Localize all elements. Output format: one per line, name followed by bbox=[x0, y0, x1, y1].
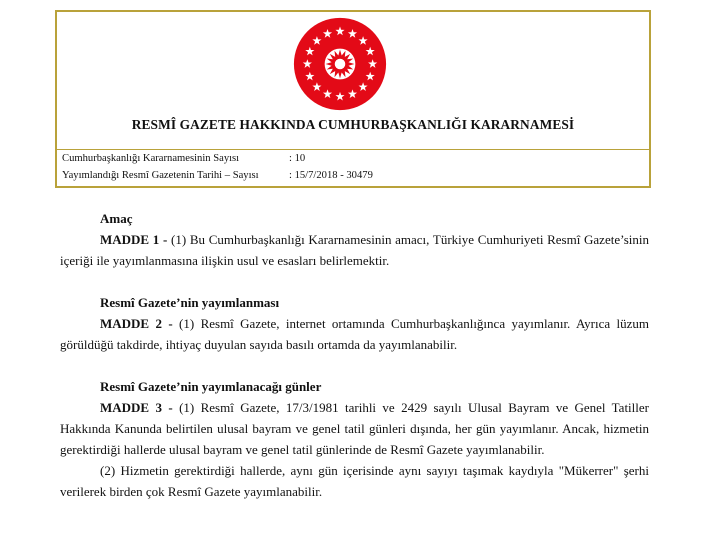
article-1-lead: MADDE 1 - bbox=[100, 232, 168, 247]
article-3-paragraph-2 bbox=[60, 460, 649, 502]
decree-number-row bbox=[62, 153, 305, 164]
section-heading-purpose: Amaç bbox=[100, 211, 133, 226]
gazette-date-value: : 15/7/2018 - 30479 bbox=[289, 170, 373, 181]
document-body bbox=[60, 208, 649, 502]
article-2-text: (1) Resmî Gazete, internet ortamında Cumhurbaşkanlığınca yayımlanır. Ayrıca lüzum görüldüğü takdirde, ihtiyaç duyulan sayıda basılı ortamda da yayımlanabilir. bbox=[60, 316, 649, 352]
presidential-seal-icon bbox=[292, 16, 388, 112]
section-heading-publication: Resmî Gazete’nin yayımlanması bbox=[100, 295, 280, 310]
decree-number-label: Cumhurbaşkanlığı Kararnamesinin Sayısı bbox=[62, 153, 240, 164]
article-1-text: (1) Bu Cumhurbaşkanlığı Kararnamesinin amacı, Türkiye Cumhuriyeti Resmî Gazete’sinin içeriği ile yayımlanmasına ilişkin usul ve esasları belirlemektir. bbox=[60, 232, 649, 268]
metadata-divider bbox=[57, 149, 649, 150]
article-3-lead: MADDE 3 - bbox=[100, 400, 173, 415]
article-2 bbox=[60, 313, 649, 355]
article-3-text: (1) Resmî Gazete, 17/3/1981 tarihli ve 2429 sayılı Ulusal Bayram ve Genel Tatiller Hakkında Kanunda belirtilen ulusal bayram ve genel tatil günleri dışında, her gün yayımlanır. Ancak, hizmetin gerektirdiği hallerde ulusal bayram ve genel tatil günlerinde de Resmî Gazete yayımlanabilir. bbox=[60, 400, 649, 457]
section-heading-publication-days: Resmî Gazete’nin yayımlanacağı günler bbox=[100, 379, 322, 394]
article-3 bbox=[60, 397, 649, 460]
article-3-paragraph-2-text: (2) Hizmetin gerektirdiği hallerde, aynı gün içerisinde aynı sayıyı taşımak kaydıyla "Mükerrer" şerhi verilerek birden çok Resmî Gazete yayımlanabilir. bbox=[60, 463, 649, 499]
gazette-date-row bbox=[62, 170, 373, 181]
decree-number-value: : 10 bbox=[289, 153, 306, 164]
document-title: RESMÎ GAZETE HAKKINDA CUMHURBAŞKANLIĞI KARARNAMESİ bbox=[131, 117, 575, 132]
article-1 bbox=[60, 229, 649, 271]
gazette-date-label: Yayımlandığı Resmî Gazetenin Tarihi – Sayısı bbox=[62, 170, 259, 181]
article-2-lead: MADDE 2 - bbox=[100, 316, 173, 331]
